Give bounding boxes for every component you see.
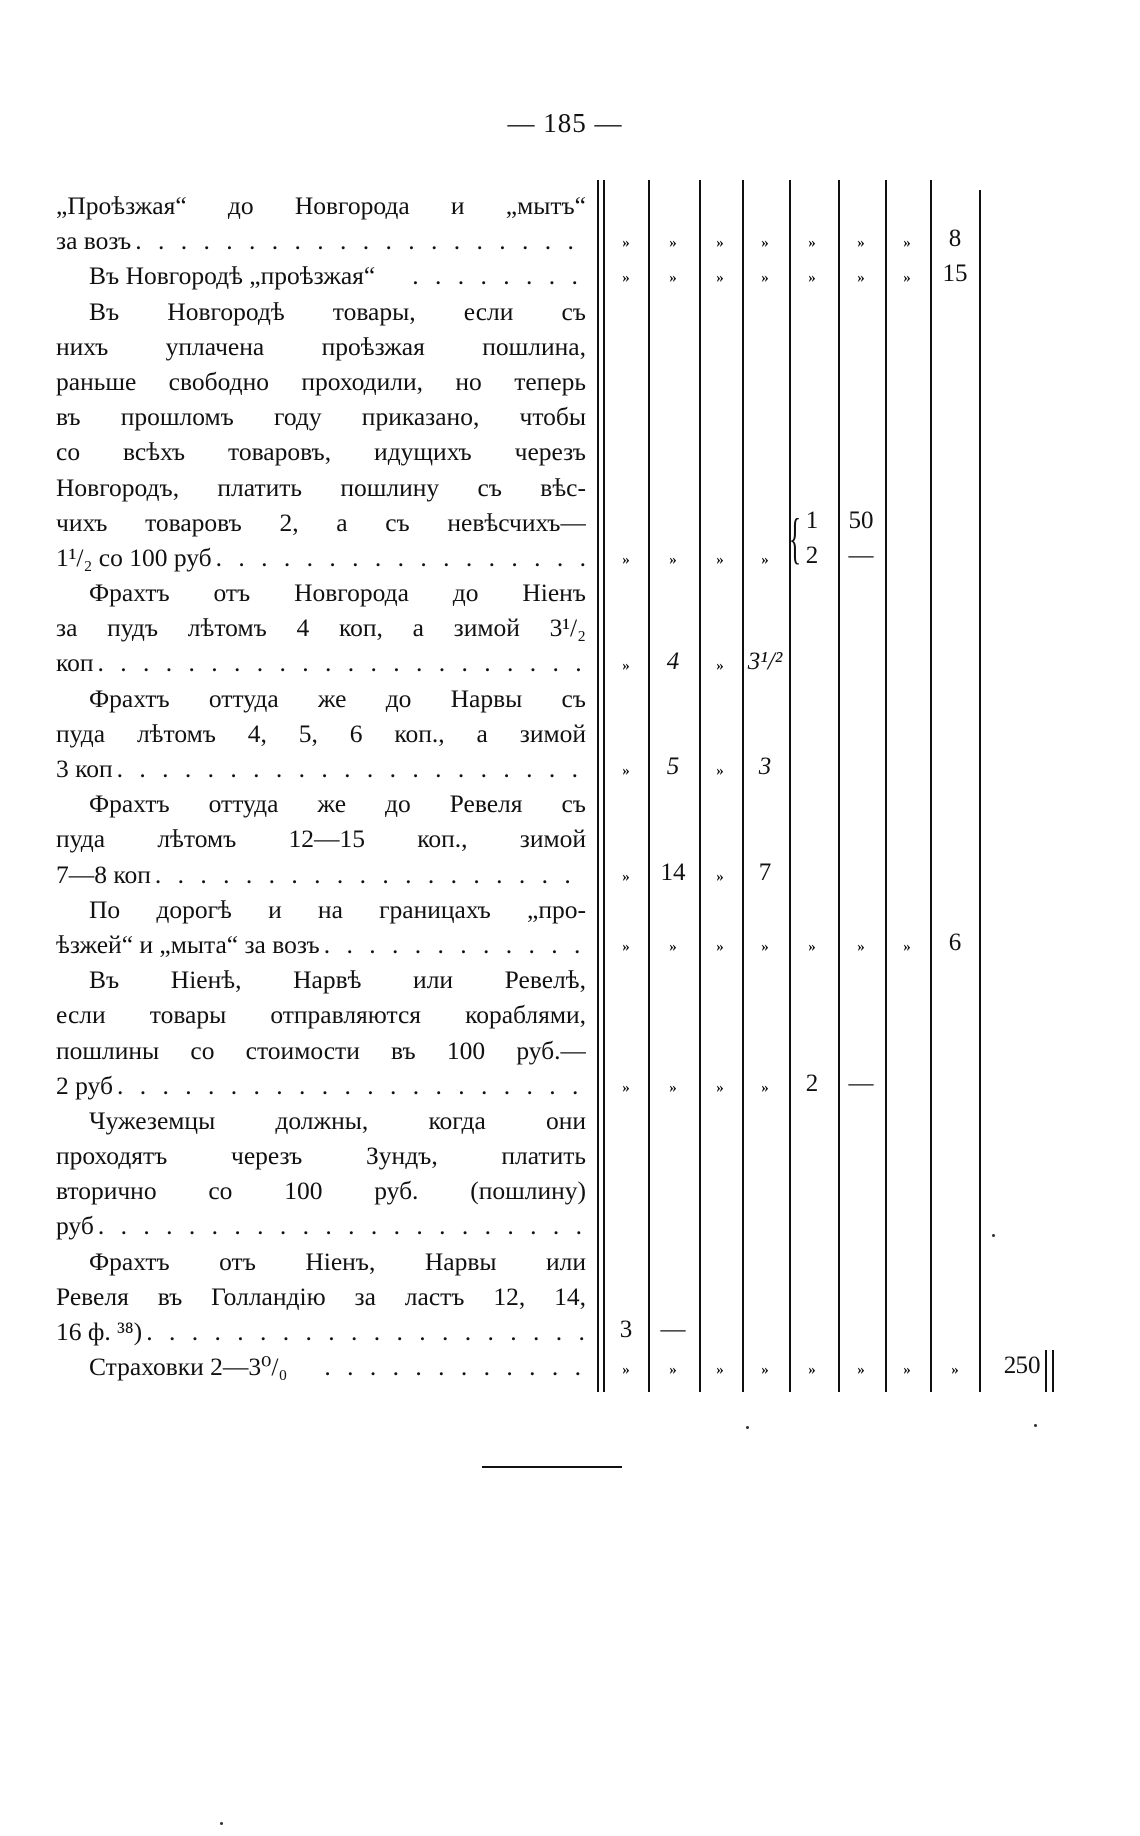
table-cell: 14 <box>660 858 686 886</box>
table-cell: » <box>761 939 769 956</box>
table-cell: » <box>716 235 724 252</box>
table-cell: 50 <box>1015 1351 1041 1379</box>
leader-dots <box>113 751 586 786</box>
table-cell: » <box>716 939 724 956</box>
text-line <box>56 1068 586 1103</box>
table-cell: » <box>669 939 677 956</box>
text-line: проходятъ черезъ Зундъ, платить <box>56 1141 586 1171</box>
text-line: Фрахтъ оттуда же до Нарвы съ <box>89 683 586 713</box>
table-cell: » <box>716 1361 724 1378</box>
line-text: 16 ф. ³⁸) <box>56 1317 143 1346</box>
table-cell: » <box>808 270 816 287</box>
table-cell: » <box>716 552 724 568</box>
column-rule <box>838 180 840 1392</box>
table-cell: » <box>903 1361 911 1378</box>
text-line: чихъ товаровъ 2, а съ невѣсчихъ— <box>56 507 586 537</box>
table-cell: » <box>903 235 911 252</box>
table-cell: » <box>808 939 816 956</box>
text-line: за пудъ лѣтомъ 4 коп, а зимой 3¹/₂ <box>56 613 586 643</box>
leader-dots <box>151 857 586 892</box>
table-cell: » <box>622 270 630 287</box>
end-rule <box>1045 1350 1047 1392</box>
column-rule <box>789 180 791 1392</box>
table-cell: » <box>716 868 724 885</box>
double-rule-right <box>603 180 605 1392</box>
table-cell: » <box>716 270 724 287</box>
leader-dots <box>94 645 587 680</box>
column-rule <box>930 180 932 1392</box>
table-cell: » <box>622 939 630 956</box>
leader-dots <box>113 1068 586 1103</box>
table-cell: » <box>808 1361 816 1378</box>
text-line <box>56 645 586 680</box>
table-cell: » <box>761 235 769 252</box>
table-cell: 4 <box>666 647 680 675</box>
leader-dots <box>212 540 586 575</box>
line-text: руб <box>56 1211 94 1241</box>
closing-rule <box>482 1466 622 1468</box>
line-text: 7—8 коп <box>56 859 151 889</box>
table-cell: 2 <box>805 1070 819 1097</box>
text-line: раньше свободно проходили, но теперь <box>56 366 586 396</box>
table-cell: » <box>622 657 630 674</box>
table-cell: » <box>808 235 816 252</box>
line-text: коп <box>56 648 94 678</box>
column-rule <box>648 180 650 1392</box>
leader-dots <box>375 258 586 293</box>
table-cell: 2 <box>1003 1351 1017 1379</box>
table-cell: » <box>761 552 769 568</box>
table-cell: » <box>622 1361 630 1378</box>
table-cell: 8 <box>948 225 962 253</box>
table-cell: » <box>669 552 677 568</box>
text-line <box>56 857 586 892</box>
text-line: Фрахтъ отъ Ніенъ, Нарвы или <box>89 1246 586 1276</box>
text-line: нихъ уплачена проѣзжая пошлина, <box>56 331 586 361</box>
line-text: 2 руб <box>56 1070 113 1100</box>
text-line <box>56 223 586 258</box>
column-rule <box>742 180 744 1392</box>
line-text: ѣзжей“ и „мыта“ за возъ <box>56 929 320 959</box>
column-rule <box>979 190 981 1392</box>
table-cell: 2 <box>805 542 819 569</box>
leader-dots <box>287 1349 586 1384</box>
text-line: Фрахтъ отъ Новгорода до Ніенъ <box>89 578 586 608</box>
text-line <box>56 540 586 575</box>
table-cell: » <box>857 270 865 287</box>
double-rule-left <box>597 180 599 1392</box>
text-line: пуда лѣтомъ 12—15 коп., зимой <box>56 824 586 854</box>
speck <box>992 1234 995 1237</box>
table-cell: — <box>660 1316 686 1344</box>
speck <box>220 1822 223 1825</box>
table-cell: — <box>848 1070 874 1097</box>
text-line <box>56 1349 586 1384</box>
table-cell: » <box>761 1361 769 1378</box>
table-cell: » <box>761 1080 769 1096</box>
table-cell: 6 <box>948 929 962 957</box>
table-cell: 3¹/² <box>747 647 783 675</box>
text-line <box>56 1314 586 1349</box>
table-cell: » <box>622 1080 630 1096</box>
leader-dots <box>131 223 586 258</box>
table-cell: 5 <box>666 753 680 781</box>
leader-dots <box>94 1208 586 1243</box>
table-cell: » <box>622 552 630 568</box>
table-cell: 50 <box>848 506 874 534</box>
table-cell: — <box>848 542 874 569</box>
end-rule <box>1052 1350 1054 1392</box>
table-cell: » <box>857 1361 865 1378</box>
table-cell: 3 <box>619 1316 633 1344</box>
item-descriptions <box>56 188 586 1384</box>
text-line: вторично со 100 руб. (пошлину) <box>56 1176 586 1206</box>
line-text: за возъ <box>56 226 132 256</box>
line-text: 1¹/₂ со 100 руб <box>56 542 212 572</box>
text-line <box>56 751 586 786</box>
table-cell: » <box>857 939 865 956</box>
text-line: Чужеземцы должны, когда они <box>89 1105 586 1135</box>
table-cell: 3 <box>758 753 772 781</box>
table-cell: 7 <box>758 858 772 886</box>
table-cell: » <box>622 763 630 780</box>
text-line: „Проѣзжая“ до Новгорода и „мытъ“ <box>56 191 586 220</box>
text-line: Новгородъ, платить пошлину съ вѣс- <box>56 472 586 502</box>
column-rule <box>885 180 887 1392</box>
table-cell: » <box>669 1080 677 1096</box>
line-text: Страховки 2—3⁰/₀ <box>89 1352 288 1382</box>
text-line: Въ Новгородѣ товары, если съ <box>89 296 586 326</box>
column-rule <box>699 180 701 1392</box>
table-cell: » <box>669 270 677 287</box>
table-cell: » <box>622 868 630 885</box>
table-cell: » <box>622 235 630 252</box>
text-line: Фрахтъ оттуда же до Ревеля съ <box>89 789 586 819</box>
curly-brace: { <box>789 507 802 570</box>
table-cell: » <box>903 939 911 956</box>
table-cell: » <box>716 1080 724 1096</box>
table-cell: » <box>761 270 769 287</box>
text-line: пошлины со стоимости въ 100 руб.— <box>56 1035 586 1065</box>
text-line: со всѣхъ товаровъ, идущихъ черезъ <box>56 437 586 467</box>
table-cell: » <box>669 235 677 252</box>
table-cell: » <box>716 657 724 674</box>
table-cell: » <box>903 270 911 287</box>
leader-dots <box>142 1314 586 1349</box>
text-line: пуда лѣтомъ 4, 5, 6 коп., а зимой <box>56 718 586 748</box>
text-line: Ревеля въ Голландію за ластъ 12, 14, <box>56 1281 586 1311</box>
table-cell: 15 <box>942 260 968 288</box>
text-line: Въ Ніенѣ, Нарвѣ или Ревелѣ, <box>89 965 586 995</box>
text-line: По дорогѣ и на границахъ „про- <box>89 894 586 924</box>
speck <box>746 1426 749 1429</box>
text-line: въ прошломъ году приказано, чтобы <box>56 402 586 432</box>
speck <box>1034 1424 1037 1427</box>
text-line <box>56 258 586 293</box>
table-cell: » <box>951 1361 959 1378</box>
text-line <box>56 927 586 962</box>
page-number: — 185 — <box>507 108 623 138</box>
line-text: 3 коп <box>56 754 113 783</box>
line-text: Въ Новгородѣ „проѣзжая“ <box>89 261 376 291</box>
table-cell: » <box>669 1361 677 1378</box>
text-line <box>56 1208 586 1243</box>
table-cell: » <box>857 235 865 252</box>
text-line: если товары отправляются кораблями, <box>56 1000 586 1030</box>
leader-dots <box>320 927 586 962</box>
table-cell: » <box>716 763 724 780</box>
table-cell: 1 <box>805 506 819 534</box>
